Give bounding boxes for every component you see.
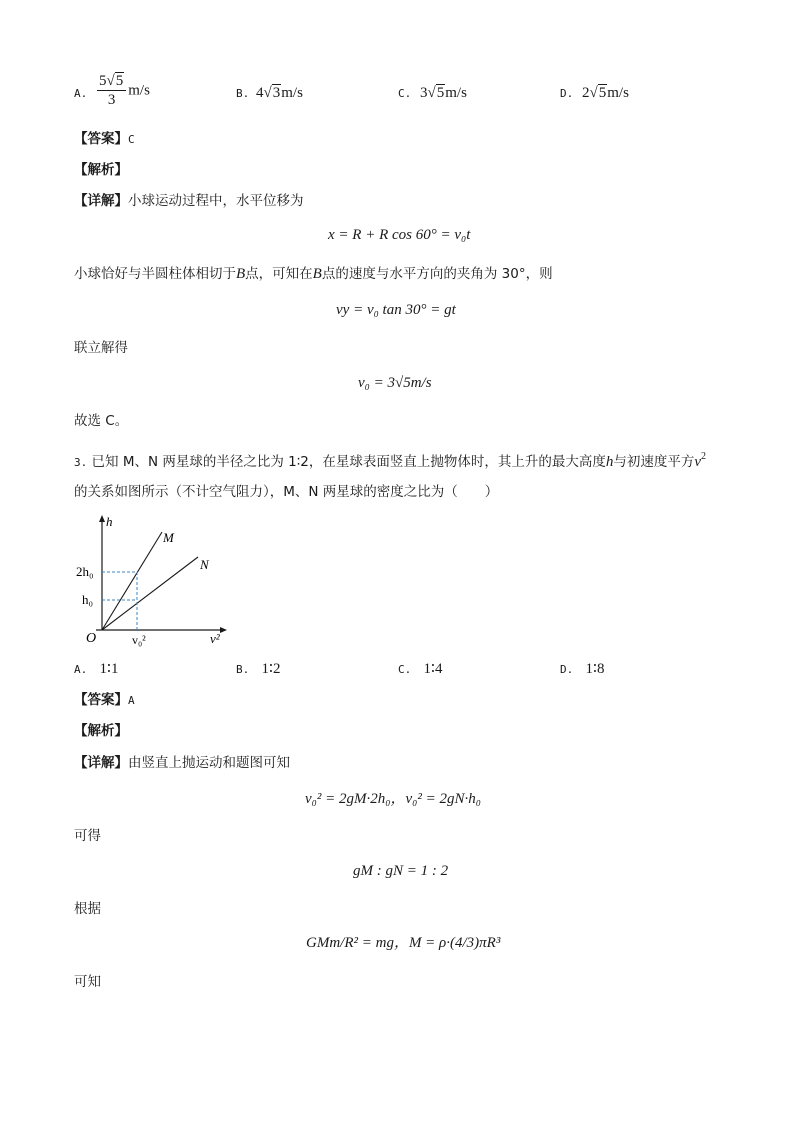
q3-option-a: A. 1∶1 bbox=[74, 661, 119, 677]
option-d-value: 2√5m/s bbox=[582, 85, 629, 101]
line-m bbox=[102, 532, 162, 630]
question3-stem-line2: 的关系如图所示（不计空气阻力），M、N 两星球的密度之比为（ ） bbox=[74, 484, 499, 500]
x-axis-arrow bbox=[220, 627, 227, 633]
q3-option-b: B. 1∶2 bbox=[236, 661, 281, 677]
detail-label: 【详解】 bbox=[74, 193, 128, 209]
line-n-label: N bbox=[200, 557, 209, 572]
q3-option-c: C. 1∶4 bbox=[398, 661, 443, 677]
detail-text: 小球运动过程中，水平位移为 bbox=[128, 193, 304, 209]
option-c-value: 3√5m/s bbox=[420, 85, 467, 101]
option-a-value: $\frac{5√5}{3}$ m/s bbox=[99, 73, 150, 108]
equation-horizontal-displacement: x = R + R cos 60° = v₀t bbox=[328, 227, 471, 243]
tangent-line-text: 小球恰好与半圆柱体相切于B点，可知在B点的速度与水平方向的夹角为 30°，则 bbox=[74, 266, 553, 282]
answer-value: C bbox=[128, 133, 135, 146]
y-axis-arrow bbox=[99, 515, 105, 522]
option-d: D. bbox=[560, 87, 574, 100]
q3-equation-3: GMm/R² = mg，M = ρ·(4/3)πR³ bbox=[306, 935, 501, 951]
answer-line bbox=[74, 130, 135, 149]
q3-option-d: D. 1∶8 bbox=[560, 661, 605, 677]
q3-according: 根据 bbox=[74, 901, 101, 917]
detail-line bbox=[74, 192, 304, 210]
option-b: B. bbox=[236, 87, 250, 100]
q3-equation-2: gM : gN = 1 : 2 bbox=[353, 863, 449, 879]
line-n bbox=[102, 557, 198, 630]
h-vs-v2-graph bbox=[70, 512, 230, 652]
q3-knowable: 可知 bbox=[74, 974, 101, 990]
tick-2h0: 2h₀ bbox=[76, 564, 94, 579]
q3-can-get: 可得 bbox=[74, 828, 101, 844]
line-m-label: M bbox=[163, 530, 174, 545]
q3-answer-value: A bbox=[128, 694, 135, 707]
equation-result: v₀ = 3√5m/s bbox=[358, 375, 432, 391]
option-b-value: 4√3m/s bbox=[256, 85, 303, 101]
option-key: A. bbox=[74, 87, 88, 100]
question-number: 3. bbox=[74, 456, 88, 469]
q3-equation-1: v₀² = 2gM·2h₀，v₀² = 2gN·h₀ bbox=[305, 791, 481, 807]
question3-stem-line1: 3. 已知 M、N 两星球的半径之比为 1∶2，在星球表面竖直上抛物体时，其上升的最大高度h与初速度平方$v^2$ bbox=[74, 451, 707, 470]
y-axis-label: h bbox=[106, 514, 113, 529]
x-axis-label: v² bbox=[210, 631, 220, 646]
choose-text: 故选 C。 bbox=[74, 413, 129, 429]
answer-label: 【答案】 bbox=[74, 131, 128, 147]
equation-vertical-velocity: vy = v₀ tan 30° = gt bbox=[336, 302, 456, 318]
q3-answer-line: 【答案】A bbox=[74, 692, 135, 708]
option-a bbox=[74, 84, 87, 103]
combine-text: 联立解得 bbox=[74, 340, 128, 356]
option-c: C. bbox=[398, 87, 412, 100]
q3-analysis-label: 【解析】 bbox=[74, 723, 128, 739]
analysis-label: 【解析】 bbox=[74, 162, 128, 178]
tick-v0sq: v₀² bbox=[132, 633, 146, 647]
origin-label: O bbox=[86, 631, 97, 646]
tick-h0: h₀ bbox=[82, 592, 94, 607]
q3-detail-line: 【详解】由竖直上抛运动和题图可知 bbox=[74, 755, 290, 771]
